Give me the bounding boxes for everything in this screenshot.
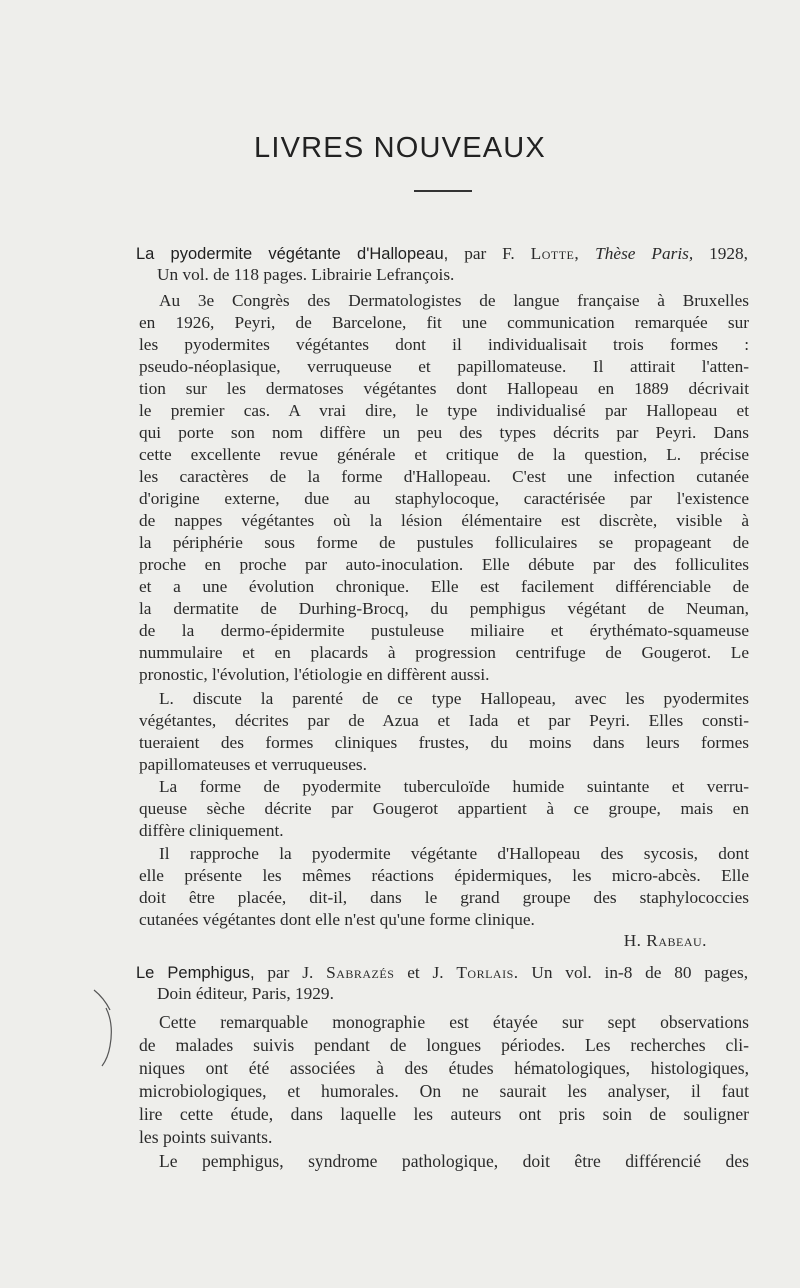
review-title: Le Pemphigus, [136,964,255,982]
body-line: Le pemphigus, syndrome pathologique, doit être différencié des [159,1151,749,1171]
body-line: nummulaire et en placards à progression centrifuge de Gougerot. Le [139,643,749,662]
body-line: de malades suivis pendant de longues périodes. Les recherches cli- [139,1035,749,1055]
body-line: Il rapproche la pyodermite végétante d'Hallopeau des sycosis, dont [159,844,749,863]
review-author: Sabrazés [326,963,395,982]
body-line: La forme de pyodermite tuberculoïde humide suintante et verru- [159,777,749,796]
body-line: diffère cliniquement. [139,821,284,840]
body-line: pseudo-néoplasique, verruqueuse et papillomateuse. Il attirait l'atten- [139,357,749,376]
body-line: la dermatite de Durhing-Brocq, du pemphigus végétant de Neuman, [139,599,749,618]
review-header-line: Le Pemphigus, par J. Sabrazés et J. Torlais. Un vol. in-8 de 80 pages, [136,963,749,982]
body-line: Au 3e Congrès des Dermatologistes de langue française à Bruxelles [159,291,749,310]
body-line: microbiologiques, et humorales. On ne saurait les analyser, il faut [139,1081,749,1101]
page-title: LIVRES NOUVEAUX [254,132,546,164]
review-author: Torlais. [456,963,519,982]
body-line: qui porte son nom diffère un peu des types décrits par Peyri. Dans [139,423,749,442]
body-line: de la dermo-épidermite pustuleuse miliaire et érythémato-squameuse [139,621,749,640]
body-line: L. discute la parenté de ce type Hallopeau, avec les pyodermites [159,689,749,708]
body-line: cutanées végétantes dont elle n'est qu'une forme clinique. [139,910,535,929]
body-line: les points suivants. [139,1127,273,1147]
body-line: et a une évolution chronique. Elle est facilement différenciable de [139,577,749,596]
body-line: cette excellente revue générale et critique de la question, L. précise [139,445,749,464]
body-line: proche en proche par auto-inoculation. Elle débute par des folliculites [139,555,749,574]
body-line: la périphérie sous forme de pustules folliculaires se propageant de [139,533,749,552]
review-title: La pyodermite végétante d'Hallopeau, [136,245,449,263]
body-line: papillomateuses et verruqueuses. [139,755,367,774]
review-header-line: La pyodermite végétante d'Hallopeau, par F. Lotte, Thèse Paris, 1928, [136,244,748,263]
body-line: de nappes végétantes où la lésion élémentaire est discrète, visible à [139,511,749,530]
title-divider [414,190,472,192]
body-line: végétantes, décrites par de Azua et Iada et par Peyri. Elles consti- [139,711,749,730]
review-header-line2: Un vol. de 118 pages. Librairie Lefrançois. [157,265,455,284]
body-line: doit être placée, dit-il, dans le grand groupe des staphylococcies [139,888,749,907]
body-line: elle présente les mêmes réactions épidermiques, les micro-abcès. Elle [139,866,749,885]
review-signature: H. Rabeau. [623,931,707,950]
body-line: tueraient des formes cliniques frustes, du moins dans leurs formes [139,733,749,752]
body-line: les pyodermites végétantes dont il individualisait trois formes : [139,335,749,354]
body-line: niques ont été associées à des études hématologiques, histologiques, [139,1058,749,1078]
margin-bracket-mark [92,988,116,1068]
body-line: Cette remarquable monographie est étayée sur sept observations [159,1012,749,1032]
review-author: Lotte, [530,244,580,263]
body-line: d'origine externe, due au staphylocoque, caractérisée par l'existence [139,489,749,508]
body-line: queuse sèche décrite par Gougerot appartient à ce groupe, mais en [139,799,749,818]
body-line: en 1926, Peyri, de Barcelone, fit une communication remarquée sur [139,313,749,332]
body-line: tion sur les dermatoses végétantes dont Hallopeau en 1889 décrivait [139,379,749,398]
body-line: pronostic, l'évolution, l'étiologie en diffèrent aussi. [139,665,490,684]
body-line: le premier cas. A vrai dire, le type individualisé par Hallopeau et [139,401,749,420]
review-header-line2: Doin éditeur, Paris, 1929. [157,984,334,1003]
body-line: les caractères de la forme d'Hallopeau. C'est une infection cutanée [139,467,749,486]
body-line: lire cette étude, dans laquelle les auteurs ont pris soin de souligner [139,1104,749,1124]
